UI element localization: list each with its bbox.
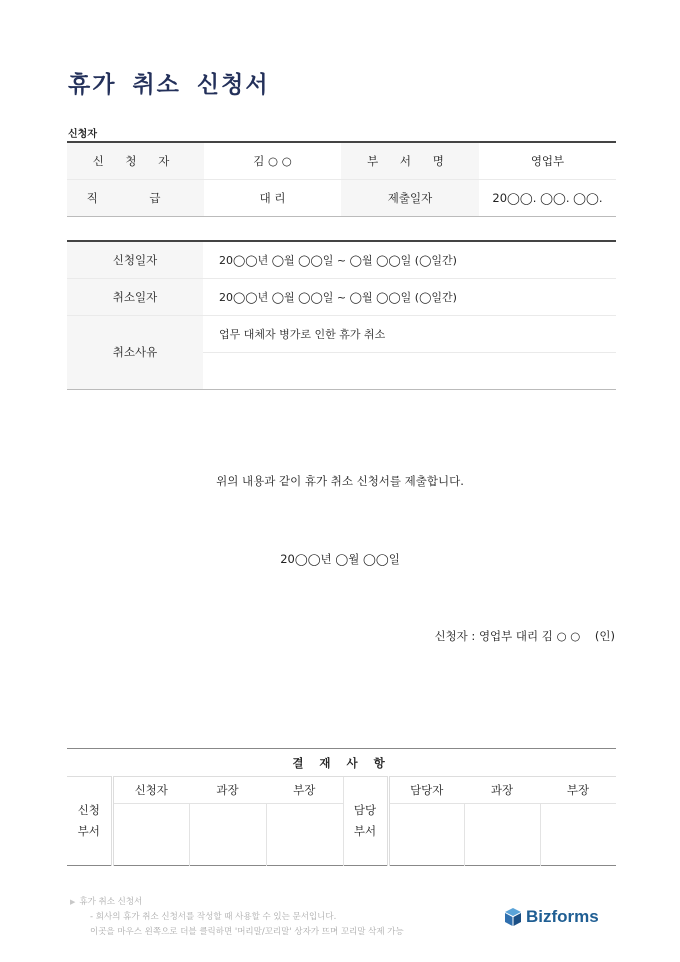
cancel-reason-blank-line[interactable] <box>203 353 616 389</box>
table-row <box>67 278 616 315</box>
signature-box-director[interactable] <box>540 804 616 866</box>
cancel-date-label: 취소일자 <box>67 278 203 315</box>
signature-box-director[interactable] <box>266 804 343 866</box>
footer-title: 휴가 취소 신청서 <box>79 897 143 907</box>
signature-box-applicant[interactable] <box>112 804 189 866</box>
department-value[interactable]: 영업부 <box>479 142 616 179</box>
details-table <box>67 240 616 390</box>
applicant-table <box>67 141 616 217</box>
handling-dept-group-label: 담당 부서 <box>343 777 388 866</box>
bizforms-logo <box>503 907 599 927</box>
approval-role-director: 부장 <box>540 777 616 804</box>
approval-role-handler: 담당자 <box>388 777 464 804</box>
approval-role-director: 부장 <box>266 777 343 804</box>
request-date-label: 신청일자 <box>67 241 203 278</box>
submission-statement: 위의 내용과 같이 휴가 취소 신청서를 제출합니다. <box>216 474 464 488</box>
applicant-dept-group-label: 신청 부서 <box>67 777 112 866</box>
document-title: 휴가 취소 신청서 <box>68 72 270 98</box>
submit-date-value[interactable]: 20◯◯. ◯◯. ◯◯. <box>479 179 616 216</box>
cancel-reason-value[interactable]: 업무 대체자 병가로 인한 휴가 취소 <box>203 316 616 353</box>
footer-instruction: 이곳을 마우스 왼쪽으로 더블 클릭하면 '머리말/꼬리말' 상자가 뜨며 꼬리말 삭제 가능 <box>90 927 404 937</box>
signature-box-manager[interactable] <box>464 804 540 866</box>
rank-value[interactable]: 대 리 <box>204 179 341 216</box>
cancel-reason-label: 취소사유 <box>67 315 203 389</box>
department-label: 부 서 명 <box>341 142 479 179</box>
cancel-reason-cell[interactable] <box>203 315 616 389</box>
applicant-section-label: 신청자 <box>68 129 97 140</box>
bizforms-cube-icon <box>503 907 523 927</box>
rank-label: 직 급 <box>67 179 204 216</box>
table-row <box>67 315 616 389</box>
triangle-bullet-icon: ▶ <box>70 898 76 906</box>
table-row <box>67 179 616 216</box>
applicant-name-value[interactable]: 김 ○ ○ <box>204 142 341 179</box>
table-row <box>67 142 616 179</box>
logo-text: Bizforms <box>526 907 599 926</box>
table-row <box>67 241 616 278</box>
approval-role-applicant: 신청자 <box>112 777 189 804</box>
footer-note[interactable] <box>70 895 404 940</box>
footer-description: - 회사의 휴가 취소 신청서를 작성할 때 사용할 수 있는 문서입니다. <box>90 912 337 922</box>
applicant-signature-line[interactable]: 신청자 : 영업부 대리 김 ○ ○ (인) <box>434 629 615 643</box>
signature-box-handler[interactable] <box>388 804 464 866</box>
applicant-name-label: 신 청 자 <box>67 142 204 179</box>
signature-box-manager[interactable] <box>189 804 266 866</box>
cancel-date-value[interactable]: 20◯◯년 ◯월 ◯◯일 ~ ◯월 ◯◯일 (◯일간) <box>203 278 616 315</box>
submit-date-label: 제출일자 <box>341 179 479 216</box>
approval-table <box>67 748 616 866</box>
submission-date[interactable]: 20◯◯년 ◯월 ◯◯일 <box>280 552 400 566</box>
approval-role-manager: 과장 <box>189 777 266 804</box>
approval-header: 결 재 사 항 <box>67 749 616 777</box>
request-date-value[interactable]: 20◯◯년 ◯월 ◯◯일 ~ ◯월 ◯◯일 (◯일간) <box>203 241 616 278</box>
approval-role-manager: 과장 <box>464 777 540 804</box>
